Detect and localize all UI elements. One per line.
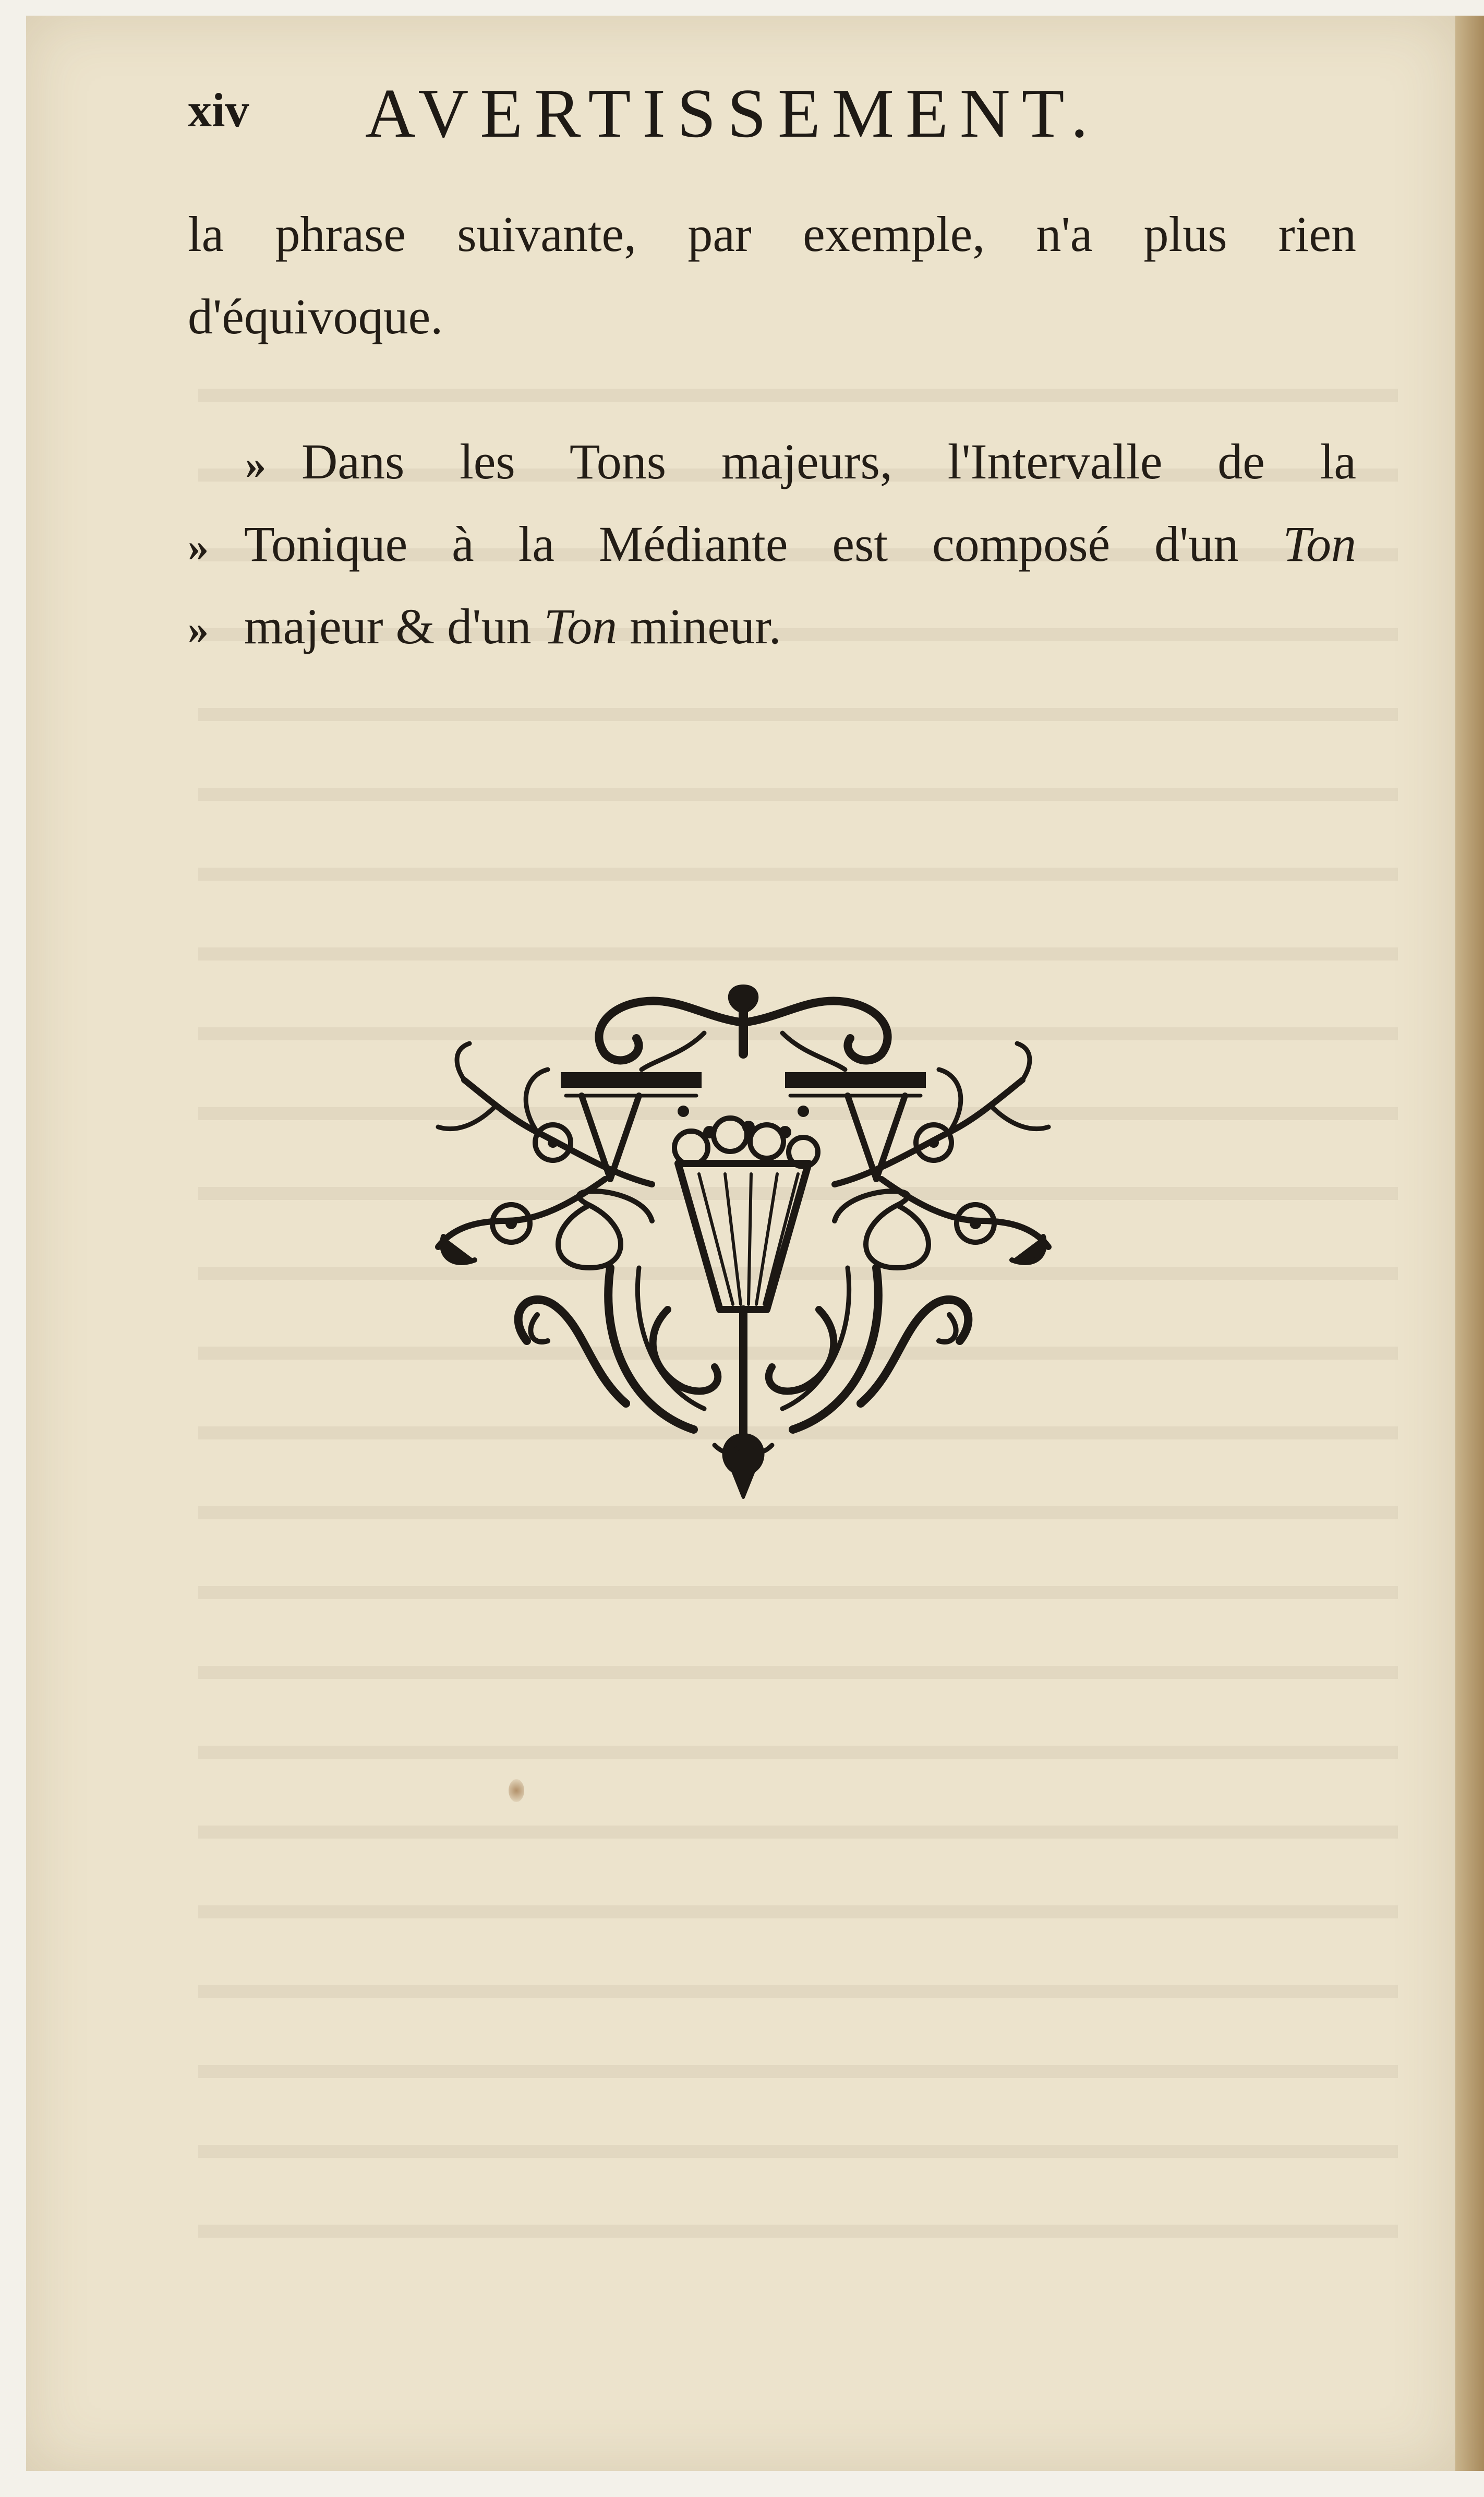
quote-line-3-end: mineur. (630, 598, 781, 654)
quote-indent (188, 434, 245, 489)
text-line-1: la phrase suivante, par exemple, n'a plus rien (188, 206, 1356, 262)
running-head: AVERTISSEMENT. (365, 75, 1100, 152)
page-text (188, 193, 1356, 668)
page-header (188, 73, 1356, 157)
book-spine-edge (1455, 16, 1484, 2471)
quote-mark: » (245, 442, 266, 488)
page-number: xiv (188, 83, 249, 137)
quote-mark: » (188, 524, 209, 570)
quote-mark: » (188, 607, 209, 653)
quote-line-1-text: Dans les Tons majeurs, l'Intervalle de la (301, 434, 1356, 489)
text-line-2: d'équivoque. (188, 289, 443, 344)
quote-line-1 (188, 421, 1356, 503)
quote-line-2-text: Tonique à la Médiante est composé d'un (244, 516, 1239, 572)
paragraph-gap (188, 358, 1356, 421)
quote-line-3-italic: Ton (544, 598, 618, 654)
quote-line-3-text: majeur & d'un (244, 598, 532, 654)
foxing-stain (509, 1779, 524, 1802)
floral-vignette-icon (433, 976, 1054, 1508)
quote-line-2 (188, 503, 1356, 585)
quote-line-3 (188, 585, 1356, 668)
quote-line-2-italic: Ton (1283, 516, 1356, 572)
